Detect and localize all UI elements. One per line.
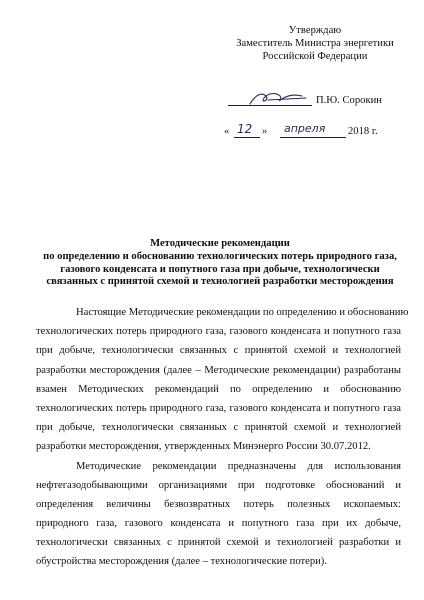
approval-line: Российской Федерации	[262, 51, 368, 63]
approval-line: Заместитель Министра энергетики	[236, 38, 394, 50]
approval-date	[224, 122, 414, 140]
document-title	[30, 238, 410, 289]
title-line: по определению и обоснованию технологических потерь природного газа,	[43, 250, 397, 262]
date-month: апреля	[284, 122, 326, 135]
signer-name: П.Ю. Сорокин	[316, 95, 382, 106]
paragraph-2-line: Методические рекомендации предназначены для использования	[76, 460, 401, 472]
date-day: 12	[237, 122, 253, 136]
date-quote-open: «	[224, 126, 230, 137]
approval-block	[220, 24, 410, 64]
title-line: газового конденсата и попутного газа при добыче, технологически	[60, 263, 380, 275]
paragraph-1-line: разработки месторождения (далее – Методические рекомендации) разработаны	[36, 364, 401, 376]
paragraph-2-line: нефтегазодобывающими организациями при подготовке обоснований и	[36, 479, 401, 491]
paragraph-1-line: при добыче, технологически связанных с принятой схемой и технологией	[36, 422, 401, 434]
paragraph-1-line: технологических потерь природного газа, газового конденсата и попутного газа	[36, 402, 401, 414]
paragraph-2-line: технологически связанных с принятой схемой и технологией разработки и	[36, 537, 401, 549]
date-quote-close: »	[262, 126, 268, 137]
signature-line	[228, 105, 312, 106]
paragraph-2-line: обустройства месторождения (далее – технологические потери).	[36, 556, 327, 568]
document-body	[36, 303, 409, 572]
paragraph-2-line: определения величины безвозвратных потерь полезных ископаемых:	[36, 498, 401, 510]
paragraph-1-line: технологических потерь природного газа, газового конденсата и попутного газа	[36, 326, 401, 338]
title-line: Методические рекомендации	[150, 238, 290, 249]
signature-row	[228, 92, 413, 110]
paragraph-1-line: Настоящие Методические рекомендации по определению и обоснованию	[76, 307, 409, 318]
paragraph-1-line: при добыче, технологически связанных с принятой схемой и технологией	[36, 345, 401, 357]
paragraph-2-line: природного газа, газового конденсата и попутного газа при их добыче,	[36, 518, 401, 530]
date-month-line	[280, 137, 346, 138]
paragraph-1-line: взамен Методических рекомендаций по определению и обоснованию	[36, 383, 401, 395]
approval-line: Утверждаю	[288, 25, 342, 36]
paragraph-1-line: разработки месторождения, утвержденных Минэнерго России 30.07.2012.	[36, 441, 371, 453]
title-line: связанных с принятой схемой и технологией разработки месторождения	[46, 276, 394, 288]
date-day-line	[234, 137, 260, 138]
date-year: 2018 г.	[348, 126, 378, 137]
